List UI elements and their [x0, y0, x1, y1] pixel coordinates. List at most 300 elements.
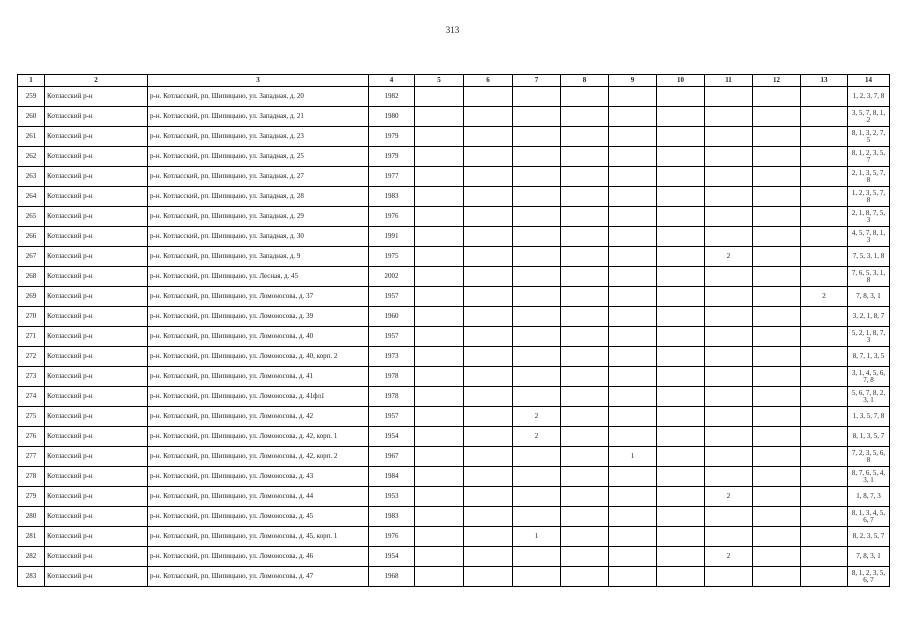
col14-cell: 5, 2, 1, 8, 7, 3: [848, 327, 890, 347]
col11-cell: [705, 427, 753, 447]
col6-cell: [464, 347, 513, 367]
col9-cell: [609, 227, 657, 247]
col6-cell: [464, 507, 513, 527]
address-cell: р-н. Котласский, рп. Шипицыно, ул. Ломоносова, д. 39: [148, 307, 369, 327]
table-row: [18, 307, 890, 327]
col14-cell: 2, 1, 8, 7, 5, 3: [848, 207, 890, 227]
col5-cell: [415, 207, 464, 227]
column-header: 13: [801, 75, 848, 87]
col6-cell: [464, 247, 513, 267]
column-header: 11: [705, 75, 753, 87]
col12-cell: [753, 187, 801, 207]
column-header: 5: [415, 75, 464, 87]
col6-cell: [464, 167, 513, 187]
col13-cell: [801, 87, 848, 107]
col11-cell: [705, 127, 753, 147]
col11-cell: [705, 407, 753, 427]
col12-cell: [753, 487, 801, 507]
year-cell: 1977: [369, 167, 415, 187]
col10-cell: [657, 107, 705, 127]
address-cell: р-н. Котласский, рп. Шипицыно, ул. Ломоносова, д. 42: [148, 407, 369, 427]
col11-cell: [705, 207, 753, 227]
address-cell: р-н. Котласский, рп. Шипицыно, ул. Ломоносова, д. 45, корп. 1: [148, 527, 369, 547]
col5-cell: [415, 267, 464, 287]
col11-cell: [705, 147, 753, 167]
col14-cell: 3, 2, 1, 8, 7: [848, 307, 890, 327]
row-number: 275: [18, 407, 45, 427]
district-cell: Котласский р-н: [45, 247, 148, 267]
column-header: 7: [513, 75, 561, 87]
col14-cell: 1, 2, 3, 7, 8: [848, 87, 890, 107]
col14-cell: 8, 1, 2, 3, 5, 7: [848, 147, 890, 167]
year-cell: 1957: [369, 287, 415, 307]
table-body: [18, 87, 890, 587]
col13-cell: [801, 427, 848, 447]
col13-cell: [801, 227, 848, 247]
col10-cell: [657, 207, 705, 227]
col12-cell: [753, 527, 801, 547]
col9-cell: [609, 507, 657, 527]
table-row: [18, 407, 890, 427]
col9-cell: [609, 407, 657, 427]
col6-cell: [464, 427, 513, 447]
col7-cell: [513, 447, 561, 467]
col10-cell: [657, 147, 705, 167]
col6-cell: [464, 307, 513, 327]
row-number: 262: [18, 147, 45, 167]
col12-cell: [753, 327, 801, 347]
col14-cell: 3, 1, 4, 5, 6, 7, 8: [848, 367, 890, 387]
table-row: [18, 527, 890, 547]
year-cell: 1979: [369, 147, 415, 167]
col13-cell: [801, 167, 848, 187]
col9-cell: [609, 287, 657, 307]
col8-cell: [561, 547, 609, 567]
col10-cell: [657, 247, 705, 267]
col9-cell: [609, 347, 657, 367]
col8-cell: [561, 347, 609, 367]
col5-cell: [415, 527, 464, 547]
year-cell: 1976: [369, 527, 415, 547]
row-number: 281: [18, 527, 45, 547]
col5-cell: [415, 407, 464, 427]
district-cell: Котласский р-н: [45, 567, 148, 587]
col7-cell: [513, 307, 561, 327]
col11-cell: [705, 567, 753, 587]
row-number: 278: [18, 467, 45, 487]
col5-cell: [415, 467, 464, 487]
col10-cell: [657, 467, 705, 487]
col11-cell: [705, 167, 753, 187]
district-cell: Котласский р-н: [45, 107, 148, 127]
col5-cell: [415, 107, 464, 127]
column-header: 8: [561, 75, 609, 87]
col9-cell: [609, 327, 657, 347]
district-cell: Котласский р-н: [45, 307, 148, 327]
address-cell: р-н. Котласский, рп. Шипицыно, ул. Западная, д. 20: [148, 87, 369, 107]
col8-cell: [561, 127, 609, 147]
col7-cell: [513, 367, 561, 387]
col6-cell: [464, 327, 513, 347]
year-cell: 1982: [369, 87, 415, 107]
col7-cell: [513, 387, 561, 407]
table-row: [18, 247, 890, 267]
col7-cell: [513, 87, 561, 107]
col14-cell: 1, 2, 3, 5, 7, 8: [848, 187, 890, 207]
column-header: 6: [464, 75, 513, 87]
col12-cell: [753, 207, 801, 227]
column-header: 12: [753, 75, 801, 87]
col11-cell: 2: [705, 487, 753, 507]
table-row: [18, 467, 890, 487]
row-number: 270: [18, 307, 45, 327]
col6-cell: [464, 227, 513, 247]
col5-cell: [415, 547, 464, 567]
address-cell: р-н. Котласский, рп. Шипицыно, ул. Ломоносова, д. 41: [148, 367, 369, 387]
col8-cell: [561, 167, 609, 187]
col10-cell: [657, 387, 705, 407]
col9-cell: [609, 127, 657, 147]
table-row: [18, 87, 890, 107]
col14-cell: 5, 6, 7, 8, 2, 3, 1: [848, 387, 890, 407]
district-cell: Котласский р-н: [45, 227, 148, 247]
district-cell: Котласский р-н: [45, 427, 148, 447]
col10-cell: [657, 307, 705, 327]
col11-cell: [705, 287, 753, 307]
district-cell: Котласский р-н: [45, 167, 148, 187]
col5-cell: [415, 227, 464, 247]
address-cell: р-н. Котласский, рп. Шипицыно, ул. Ломоносова, д. 44: [148, 487, 369, 507]
row-number: 282: [18, 547, 45, 567]
col10-cell: [657, 187, 705, 207]
col7-cell: [513, 547, 561, 567]
col7-cell: 2: [513, 427, 561, 447]
col7-cell: [513, 167, 561, 187]
district-cell: Котласский р-н: [45, 147, 148, 167]
col12-cell: [753, 307, 801, 327]
col14-cell: 7, 8, 3, 1: [848, 287, 890, 307]
col7-cell: 1: [513, 527, 561, 547]
col5-cell: [415, 87, 464, 107]
district-cell: Котласский р-н: [45, 287, 148, 307]
col8-cell: [561, 307, 609, 327]
table-row: [18, 427, 890, 447]
col7-cell: [513, 327, 561, 347]
col6-cell: [464, 147, 513, 167]
col12-cell: [753, 407, 801, 427]
row-number: 260: [18, 107, 45, 127]
col14-cell: 3, 5, 7, 8, 1, 2: [848, 107, 890, 127]
year-cell: 1979: [369, 127, 415, 147]
col12-cell: [753, 87, 801, 107]
district-cell: Котласский р-н: [45, 447, 148, 467]
col13-cell: [801, 387, 848, 407]
table-row: [18, 567, 890, 587]
col9-cell: [609, 467, 657, 487]
table-row: [18, 327, 890, 347]
row-number: 272: [18, 347, 45, 367]
col13-cell: [801, 367, 848, 387]
col8-cell: [561, 107, 609, 127]
col10-cell: [657, 427, 705, 447]
col10-cell: [657, 227, 705, 247]
col14-cell: 8, 7, 1, 3, 5: [848, 347, 890, 367]
col12-cell: [753, 227, 801, 247]
col8-cell: [561, 447, 609, 467]
col5-cell: [415, 427, 464, 447]
address-cell: р-н. Котласский, рп. Шипицыно, ул. Ломоносова, д. 42, корп. 1: [148, 427, 369, 447]
col9-cell: [609, 207, 657, 227]
col9-cell: [609, 547, 657, 567]
col8-cell: [561, 367, 609, 387]
row-number: 283: [18, 567, 45, 587]
col12-cell: [753, 387, 801, 407]
district-cell: Котласский р-н: [45, 347, 148, 367]
address-cell: р-н. Котласский, рп. Шипицыно, ул. Западная, д. 25: [148, 147, 369, 167]
col10-cell: [657, 447, 705, 467]
table-row: [18, 547, 890, 567]
row-number: 276: [18, 427, 45, 447]
col11-cell: [705, 367, 753, 387]
col11-cell: [705, 327, 753, 347]
col6-cell: [464, 567, 513, 587]
col8-cell: [561, 287, 609, 307]
district-cell: Котласский р-н: [45, 87, 148, 107]
col11-cell: [705, 187, 753, 207]
col8-cell: [561, 187, 609, 207]
address-cell: р-н. Котласский, рп. Шипицыно, ул. Ломоносова, д. 40, корп. 2: [148, 347, 369, 367]
address-cell: р-н. Котласский, рп. Шипицыно, ул. Ломоносова, д. 43: [148, 467, 369, 487]
col5-cell: [415, 487, 464, 507]
table-row: [18, 487, 890, 507]
col8-cell: [561, 467, 609, 487]
col5-cell: [415, 147, 464, 167]
col10-cell: [657, 487, 705, 507]
col6-cell: [464, 467, 513, 487]
table-row: [18, 187, 890, 207]
col7-cell: [513, 267, 561, 287]
col9-cell: [609, 367, 657, 387]
year-cell: 1991: [369, 227, 415, 247]
year-cell: 1968: [369, 567, 415, 587]
col9-cell: [609, 107, 657, 127]
address-cell: р-н. Котласский, рп. Шипицыно, ул. Западная, д. 28: [148, 187, 369, 207]
address-cell: р-н. Котласский, рп. Шипицыно, ул. Ломоносова, д. 40: [148, 327, 369, 347]
col5-cell: [415, 387, 464, 407]
col5-cell: [415, 127, 464, 147]
address-cell: р-н. Котласский, рп. Шипицыно, ул. Западная, д. 29: [148, 207, 369, 227]
year-cell: 1953: [369, 487, 415, 507]
col13-cell: [801, 487, 848, 507]
year-cell: 1975: [369, 247, 415, 267]
col9-cell: [609, 167, 657, 187]
col12-cell: [753, 547, 801, 567]
address-cell: р-н. Котласский, рп. Шипицыно, ул. Западная, д. 27: [148, 167, 369, 187]
col6-cell: [464, 207, 513, 227]
table-row: [18, 347, 890, 367]
year-cell: 1983: [369, 187, 415, 207]
col14-cell: 1, 3, 5, 7, 8: [848, 407, 890, 427]
col8-cell: [561, 527, 609, 547]
col8-cell: [561, 247, 609, 267]
col10-cell: [657, 327, 705, 347]
table-row: [18, 447, 890, 467]
col14-cell: 8, 7, 6, 5, 4, 3, 1: [848, 467, 890, 487]
district-cell: Котласский р-н: [45, 487, 148, 507]
col13-cell: [801, 147, 848, 167]
col11-cell: [705, 347, 753, 367]
column-header: 2: [45, 75, 148, 87]
col8-cell: [561, 407, 609, 427]
col7-cell: [513, 507, 561, 527]
year-cell: 1984: [369, 467, 415, 487]
address-cell: р-н. Котласский, рп. Шипицыно, ул. Ломоносова, д. 46: [148, 547, 369, 567]
col7-cell: [513, 347, 561, 367]
col12-cell: [753, 107, 801, 127]
table-row: [18, 227, 890, 247]
col6-cell: [464, 547, 513, 567]
col7-cell: [513, 247, 561, 267]
col9-cell: [609, 307, 657, 327]
col12-cell: [753, 427, 801, 447]
address-cell: р-н. Котласский, рп. Шипицыно, ул. Западная, д. 21: [148, 107, 369, 127]
data-table: [17, 74, 890, 587]
col11-cell: [705, 527, 753, 547]
row-number: 263: [18, 167, 45, 187]
col12-cell: [753, 367, 801, 387]
col8-cell: [561, 227, 609, 247]
col5-cell: [415, 187, 464, 207]
year-cell: 1983: [369, 507, 415, 527]
col5-cell: [415, 567, 464, 587]
col14-cell: 8, 2, 3, 5, 7: [848, 527, 890, 547]
col11-cell: [705, 227, 753, 247]
col5-cell: [415, 247, 464, 267]
year-cell: 1957: [369, 407, 415, 427]
column-header: 4: [369, 75, 415, 87]
col11-cell: 2: [705, 247, 753, 267]
col13-cell: [801, 307, 848, 327]
col14-cell: 7, 5, 3, 1, 8: [848, 247, 890, 267]
col6-cell: [464, 447, 513, 467]
table-row: [18, 387, 890, 407]
col14-cell: 8, 1, 3, 4, 5, 6, 7: [848, 507, 890, 527]
col10-cell: [657, 407, 705, 427]
col6-cell: [464, 107, 513, 127]
district-cell: Котласский р-н: [45, 407, 148, 427]
table-row: [18, 287, 890, 307]
col6-cell: [464, 187, 513, 207]
column-header: 10: [657, 75, 705, 87]
col10-cell: [657, 367, 705, 387]
col13-cell: [801, 207, 848, 227]
col7-cell: [513, 107, 561, 127]
col8-cell: [561, 427, 609, 447]
row-number: 274: [18, 387, 45, 407]
col10-cell: [657, 567, 705, 587]
year-cell: 1954: [369, 427, 415, 447]
address-cell: р-н. Котласский, рп. Шипицыно, ул. Ломоносова, д. 37: [148, 287, 369, 307]
column-header: 1: [18, 75, 45, 87]
row-number: 265: [18, 207, 45, 227]
col12-cell: [753, 507, 801, 527]
col14-cell: 2, 1, 3, 5, 7, 8: [848, 167, 890, 187]
col6-cell: [464, 407, 513, 427]
col6-cell: [464, 87, 513, 107]
col5-cell: [415, 507, 464, 527]
col13-cell: [801, 547, 848, 567]
district-cell: Котласский р-н: [45, 387, 148, 407]
col9-cell: [609, 527, 657, 547]
col6-cell: [464, 127, 513, 147]
col6-cell: [464, 267, 513, 287]
col11-cell: [705, 307, 753, 327]
col5-cell: [415, 447, 464, 467]
col9-cell: [609, 87, 657, 107]
col10-cell: [657, 527, 705, 547]
table-row: [18, 207, 890, 227]
address-cell: р-н. Котласский, рп. Шипицыно, ул. Ломоносова, д. 42, корп. 2: [148, 447, 369, 467]
col6-cell: [464, 387, 513, 407]
col6-cell: [464, 487, 513, 507]
col13-cell: [801, 107, 848, 127]
col8-cell: [561, 147, 609, 167]
column-header: 3: [148, 75, 369, 87]
table-row: [18, 107, 890, 127]
col5-cell: [415, 327, 464, 347]
col13-cell: [801, 407, 848, 427]
col6-cell: [464, 287, 513, 307]
col10-cell: [657, 267, 705, 287]
col5-cell: [415, 167, 464, 187]
col5-cell: [415, 287, 464, 307]
col14-cell: 8, 1, 3, 5, 7: [848, 427, 890, 447]
col8-cell: [561, 387, 609, 407]
col7-cell: [513, 187, 561, 207]
row-number: 264: [18, 187, 45, 207]
address-cell: р-н. Котласский, рп. Шипицыно, ул. Западная, д. 23: [148, 127, 369, 147]
col9-cell: 1: [609, 447, 657, 467]
col7-cell: [513, 467, 561, 487]
col7-cell: [513, 207, 561, 227]
col11-cell: [705, 467, 753, 487]
district-cell: Котласский р-н: [45, 207, 148, 227]
col13-cell: [801, 447, 848, 467]
col9-cell: [609, 247, 657, 267]
col11-cell: [705, 267, 753, 287]
table-row: [18, 267, 890, 287]
address-cell: р-н. Котласский, рп. Шипицыно, ул. Лесная, д. 45: [148, 267, 369, 287]
row-number: 277: [18, 447, 45, 467]
col12-cell: [753, 267, 801, 287]
col9-cell: [609, 487, 657, 507]
col9-cell: [609, 267, 657, 287]
col12-cell: [753, 467, 801, 487]
col14-cell: 1, 8, 7, 3: [848, 487, 890, 507]
year-cell: 2002: [369, 267, 415, 287]
col12-cell: [753, 167, 801, 187]
col9-cell: [609, 187, 657, 207]
col13-cell: [801, 507, 848, 527]
year-cell: 1980: [369, 107, 415, 127]
district-cell: Котласский р-н: [45, 127, 148, 147]
district-cell: Котласский р-н: [45, 327, 148, 347]
table-row: [18, 167, 890, 187]
col7-cell: 2: [513, 407, 561, 427]
col13-cell: [801, 127, 848, 147]
col13-cell: [801, 567, 848, 587]
year-cell: 1967: [369, 447, 415, 467]
